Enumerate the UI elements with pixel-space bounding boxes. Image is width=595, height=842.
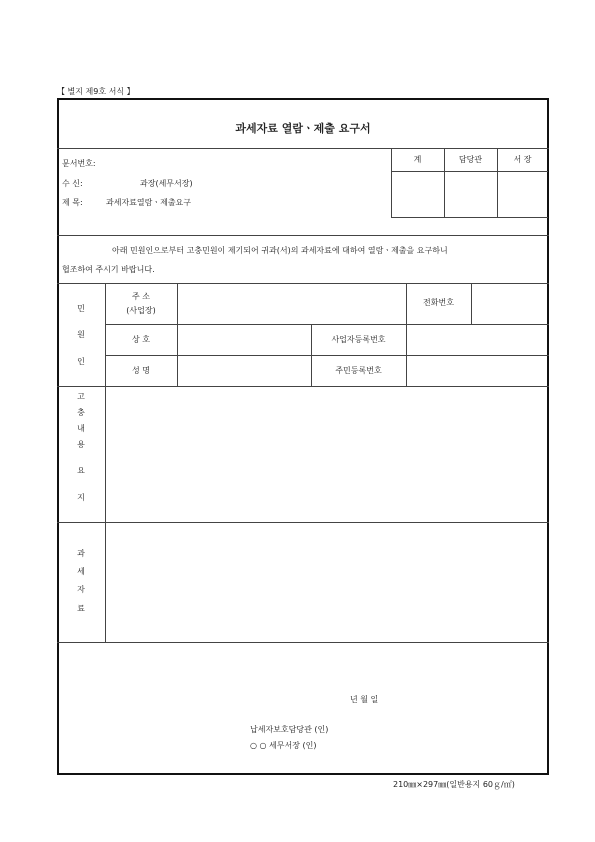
- applicant-side-2: 원: [77, 330, 85, 339]
- complaint-side-6: 요: [77, 466, 85, 475]
- name-label: 성 명: [132, 366, 150, 375]
- applicant-side-1: 민: [77, 304, 85, 313]
- paper-size-note: 210㎜×297㎜(일반용지 60ｇ/㎡): [393, 780, 515, 789]
- subject-label: 제 목:: [62, 198, 83, 207]
- officer-signature-line: 납세자보호담당관 (인): [250, 725, 329, 734]
- tax-data-side-4: 료: [77, 604, 85, 613]
- approval-col-2: 담당관: [458, 155, 483, 164]
- body-text-line-2: 협조하여 주시기 바랍니다.: [62, 265, 155, 274]
- complaint-side-8: 지: [77, 493, 85, 502]
- tax-data-side-3: 자: [77, 585, 85, 594]
- recipient-label: 수 신:: [62, 179, 83, 188]
- approval-col-3: 서 장: [513, 155, 532, 164]
- subject-value: 과세자료열람ㆍ제출요구: [106, 198, 192, 207]
- tax-data-side-2: 세: [77, 567, 85, 576]
- tax-data-side-1: 과: [77, 549, 85, 558]
- chief-signature-line: ○ ○ 세무서장 (인): [250, 741, 317, 750]
- date-line: 년 월 일: [350, 695, 379, 704]
- trade-name-label: 상 호: [132, 335, 150, 344]
- complaint-side-2: 충: [77, 408, 85, 417]
- business-reg-label: 사업자등록번호: [331, 335, 386, 344]
- doc-number-label: 문서번호:: [62, 159, 96, 168]
- body-text-line-1: 아래 민원인으로부터 고충민원이 제기되어 귀과(서)의 과세자료에 대하여 열람ㆍ제출을 요구하니: [112, 246, 448, 255]
- complaint-side-1: 고: [77, 392, 85, 401]
- complaint-side-4: 용: [77, 440, 85, 449]
- page-title: 과세자료 열람ㆍ제출 요구서: [235, 122, 371, 135]
- form-number: 【 별지 제9호 서식 】: [57, 87, 135, 96]
- approval-col-1: 계: [413, 155, 422, 164]
- resident-reg-label: 주민등록번호: [335, 366, 382, 375]
- phone-label: 전화번호: [423, 298, 454, 307]
- complaint-side-3: 내: [77, 424, 85, 433]
- approval-box: [391, 148, 548, 217]
- recipient-value: 과장(세무서장): [140, 179, 193, 188]
- address-label: 주 소: [132, 292, 150, 301]
- applicant-side-3: 인: [77, 357, 85, 366]
- address-sublabel: (사업장): [126, 306, 156, 315]
